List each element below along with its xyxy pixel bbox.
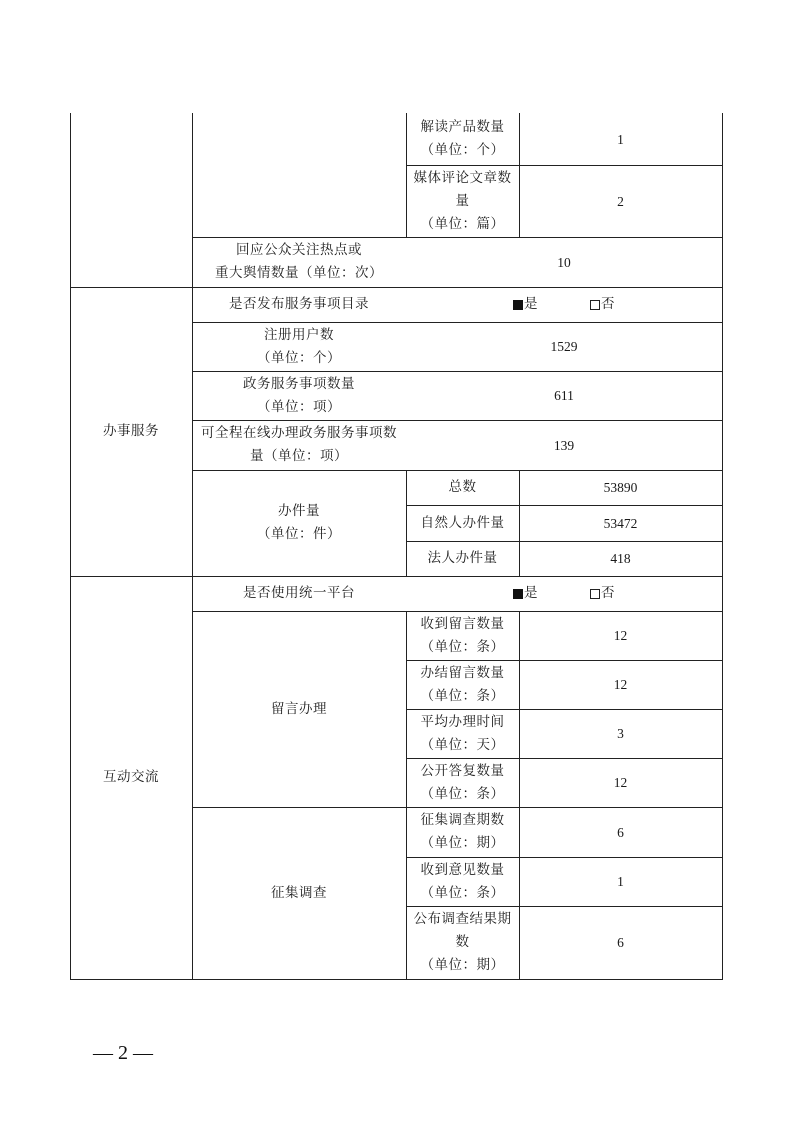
messages-public-reply-value: 12 <box>613 775 628 790</box>
catalog-yes-label: 是 <box>524 296 538 312</box>
survey-results-label: 公布调查结果期 数 （单位：期） <box>413 911 512 973</box>
unchecked-box-icon <box>590 300 600 310</box>
messages-received-label: 收到留言数量 （单位：条） <box>420 615 505 655</box>
volume-legal-label: 法人办件量 <box>427 550 498 566</box>
platform-choice <box>406 576 722 611</box>
platform-choice-group <box>513 582 615 605</box>
page-number: — 2 — <box>93 1042 153 1064</box>
unchecked-box-icon <box>590 589 600 599</box>
survey-results-value: 6 <box>617 935 624 950</box>
registered-users-label: 注册用户数 （单位：个） <box>257 326 341 366</box>
checked-box-icon <box>513 300 523 310</box>
messages-avg-time-label: 平均办理时间 （单位：天） <box>420 713 505 753</box>
survey-opinions-value: 1 <box>617 874 624 889</box>
platform-yes-label: 是 <box>524 585 538 601</box>
volume-total-label: 总数 <box>448 479 477 495</box>
survey-section-label: 征集调查 <box>271 884 327 901</box>
hot-response-label: 回应公众关注热点或 重大舆情数量（单位：次） <box>215 242 383 281</box>
platform-no-label: 否 <box>601 585 615 601</box>
online-items-value: 139 <box>553 437 575 453</box>
service-items-label: 政务服务事项数量 （单位：项） <box>243 375 355 415</box>
messages-closed-value: 12 <box>613 677 628 692</box>
table-border-bottom <box>70 979 723 980</box>
survey-periods-label: 征集调查期数 （单位：期） <box>420 812 505 851</box>
survey-opinions-label: 收到意见数量 （单位：条） <box>420 861 505 901</box>
media-review-label: 媒体评论文章数 量 （单位：篇） <box>413 169 512 232</box>
catalog-question-label: 是否发布服务事项目录 <box>229 296 369 312</box>
volume-person-value: 53472 <box>603 515 638 531</box>
volume-label: 办件量 （单位：件） <box>257 503 341 542</box>
service-category-label: 办事服务 <box>103 423 159 439</box>
messages-received-value: 12 <box>613 628 628 643</box>
messages-public-reply-label: 公开答复数量 （单位：条） <box>420 762 505 802</box>
interpret-count-value: 1 <box>617 131 624 147</box>
messages-section-label: 留言办理 <box>271 700 327 717</box>
survey-periods-value: 6 <box>617 824 624 840</box>
messages-avg-time-value: 3 <box>617 726 624 741</box>
catalog-choice <box>406 287 722 322</box>
table-border-right <box>722 113 723 980</box>
hot-response-value: 10 <box>557 254 571 270</box>
service-items-value: 611 <box>554 388 574 403</box>
volume-total-value: 53890 <box>603 480 638 495</box>
messages-closed-label: 办结留言数量 （单位：条） <box>420 664 505 704</box>
platform-question-label: 是否使用统一平台 <box>243 585 355 601</box>
catalog-no-label: 否 <box>601 296 615 312</box>
interpret-count-label: 解读产品数量 （单位：个） <box>420 119 505 158</box>
volume-person-label: 自然人办件量 <box>420 514 505 531</box>
catalog-choice-group <box>513 293 615 316</box>
registered-users-value: 1529 <box>550 339 578 354</box>
interaction-category-label: 互动交流 <box>103 769 159 785</box>
volume-legal-value: 418 <box>610 551 631 566</box>
media-review-value: 2 <box>617 193 624 209</box>
online-items-label: 可全程在线办理政务服务事项数 量（单位：项） <box>201 425 397 464</box>
checked-box-icon <box>513 589 523 599</box>
